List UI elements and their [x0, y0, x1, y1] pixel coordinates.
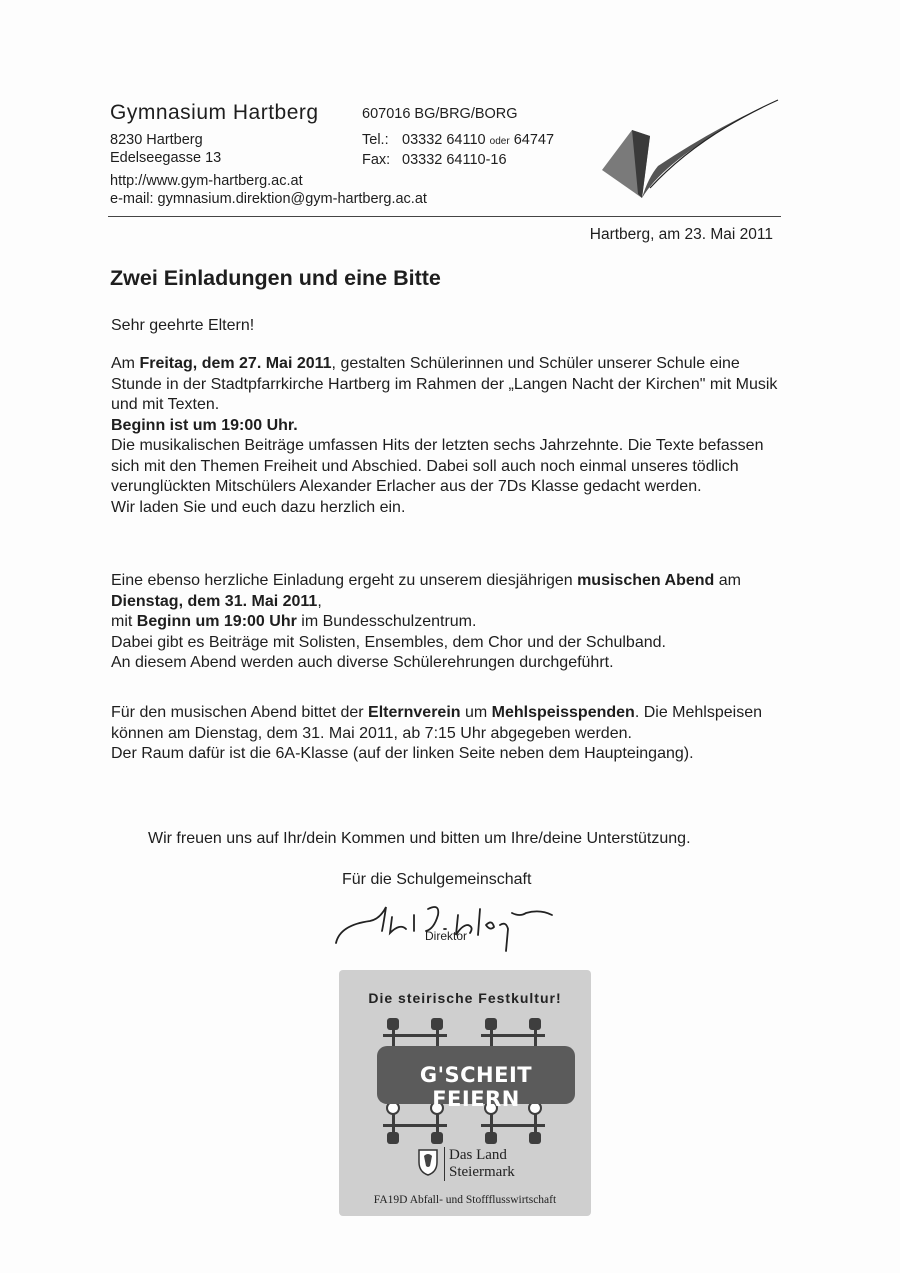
- p3-text-a: Für den musischen Abend bittet der: [111, 704, 369, 721]
- sticker-title: Die steirische Festkultur!: [368, 990, 562, 1006]
- tel-oder: oder: [489, 136, 510, 147]
- for-community: Für die Schulgemeinschaft: [342, 871, 532, 888]
- land-line-1: Das Land: [449, 1147, 507, 1163]
- tel-label: Tel.:: [362, 132, 389, 148]
- closing-line: Wir freuen uns auf Ihr/dein Kommen und bitten um Ihre/deine Unterstützung.: [148, 830, 691, 847]
- p2-text-f: mit: [111, 613, 137, 630]
- school-code: 607016 BG/BRG/BORG: [362, 106, 518, 122]
- paragraph-music-evening: [111, 571, 791, 674]
- street: Edelseegasse 13: [110, 150, 222, 166]
- tel-alt: 64747: [513, 132, 555, 148]
- land-steiermark-logo: [444, 1147, 515, 1181]
- sticker-banner: [377, 1046, 575, 1111]
- email-link[interactable]: e-mail: gymnasium.direktion@gym-hartberg.ac.at: [110, 191, 427, 207]
- paragraph-church-night: [111, 354, 791, 518]
- p1-text-c: , gestalten Schülerinnen und Schüler unserer Schule eine Stunde in der Stadtpfarrkirche Hartberg im Rahmen der „Langen Nacht der Kirchen" mit Musik und mit Texten.: [111, 355, 778, 413]
- p3-text-e: . Die Mehlspeisen können am Dienstag, dem 31. Mai 2011, ab 7:15 Uhr abgegeben werden.: [111, 704, 762, 742]
- fax-label: Fax:: [362, 152, 391, 168]
- signature-role: Direktor: [425, 929, 468, 943]
- sticker-footer: FA19D Abfall- und Stoffflusswirtschaft: [373, 1194, 557, 1206]
- p2-text-i: Dabei gibt es Beiträge mit Solisten, Ensembles, dem Chor und der Schulband.: [111, 633, 666, 651]
- letter-title: Zwei Einladungen und eine Bitte: [110, 266, 441, 290]
- school-name: Gymnasium Hartberg: [110, 101, 319, 124]
- p1-text-d: Die musikalischen Beiträge umfassen Hits der letzten sechs Jahrzehnte. Die Texte befassen sich mit den Themen Freiheit und Abschied. Dabei soll auch noch einmal unseres tödlich verunglückten Mitschülers Alexander Erlacher aus der 7Ds Klasse gedacht werden.: [111, 437, 764, 495]
- tel-number: 03332 64110: [402, 132, 486, 148]
- signature-icon: [330, 895, 570, 955]
- p2-text-j: An diesem Abend werden auch diverse Schülerehrungen durchgeführt.: [111, 654, 614, 671]
- school-contact-web: [110, 172, 427, 208]
- paragraph-pastry-request: [111, 703, 791, 765]
- p3-text-c: um: [460, 704, 492, 721]
- p2-date-bold: Dienstag, dem 31. Mai 2011: [111, 592, 318, 610]
- school-logo-icon: [598, 96, 784, 200]
- p2-text-a: Eine ebenso herzliche Einladung ergeht zu unserem diesjährigen: [111, 572, 578, 589]
- p3-text-f: Der Raum dafür ist die 6A-Klasse (auf der linken Seite neben dem Haupteingang).: [111, 745, 694, 762]
- land-line-2: Steiermark: [449, 1164, 515, 1180]
- p1-text-e: Wir laden Sie und euch dazu herzlich ein.: [111, 498, 406, 516]
- p1-date-bold: Freitag, dem 27. Mai 2011: [139, 355, 332, 372]
- p2-text-h: im Bundesschulzentrum.: [296, 613, 477, 630]
- styria-coat-of-arms-icon: [417, 1146, 439, 1176]
- festkultur-sticker: [339, 970, 591, 1216]
- letter-date: Hartberg, am 23. Mai 2011: [589, 226, 773, 243]
- school-address: [110, 131, 221, 167]
- p2-event-bold: musischen Abend: [577, 572, 715, 589]
- p1-start-time: Beginn ist um 19:00 Uhr.: [111, 416, 298, 434]
- p3-donation-bold: Mehlspeisspenden: [491, 704, 635, 721]
- fax-line: [362, 151, 554, 169]
- p2-text-e: ,: [317, 592, 322, 610]
- letterhead-divider: [108, 216, 781, 217]
- phone-fax-block: [362, 131, 554, 169]
- p1-text-a: Am: [111, 355, 140, 372]
- sticker-banner-text: G'SCHEIT FEIERN: [419, 1063, 533, 1111]
- p2-text-c: am: [714, 572, 741, 589]
- p2-start-bold: Beginn um 19:00 Uhr: [136, 613, 297, 630]
- fax-number: 03332 64110-16: [402, 152, 507, 168]
- tel-line: [362, 131, 554, 151]
- postal-city: 8230 Hartberg: [110, 132, 203, 148]
- website-link[interactable]: http://www.gym-hartberg.ac.at: [110, 173, 303, 189]
- p3-association-bold: Elternverein: [368, 704, 461, 721]
- salutation: Sehr geehrte Eltern!: [111, 317, 255, 334]
